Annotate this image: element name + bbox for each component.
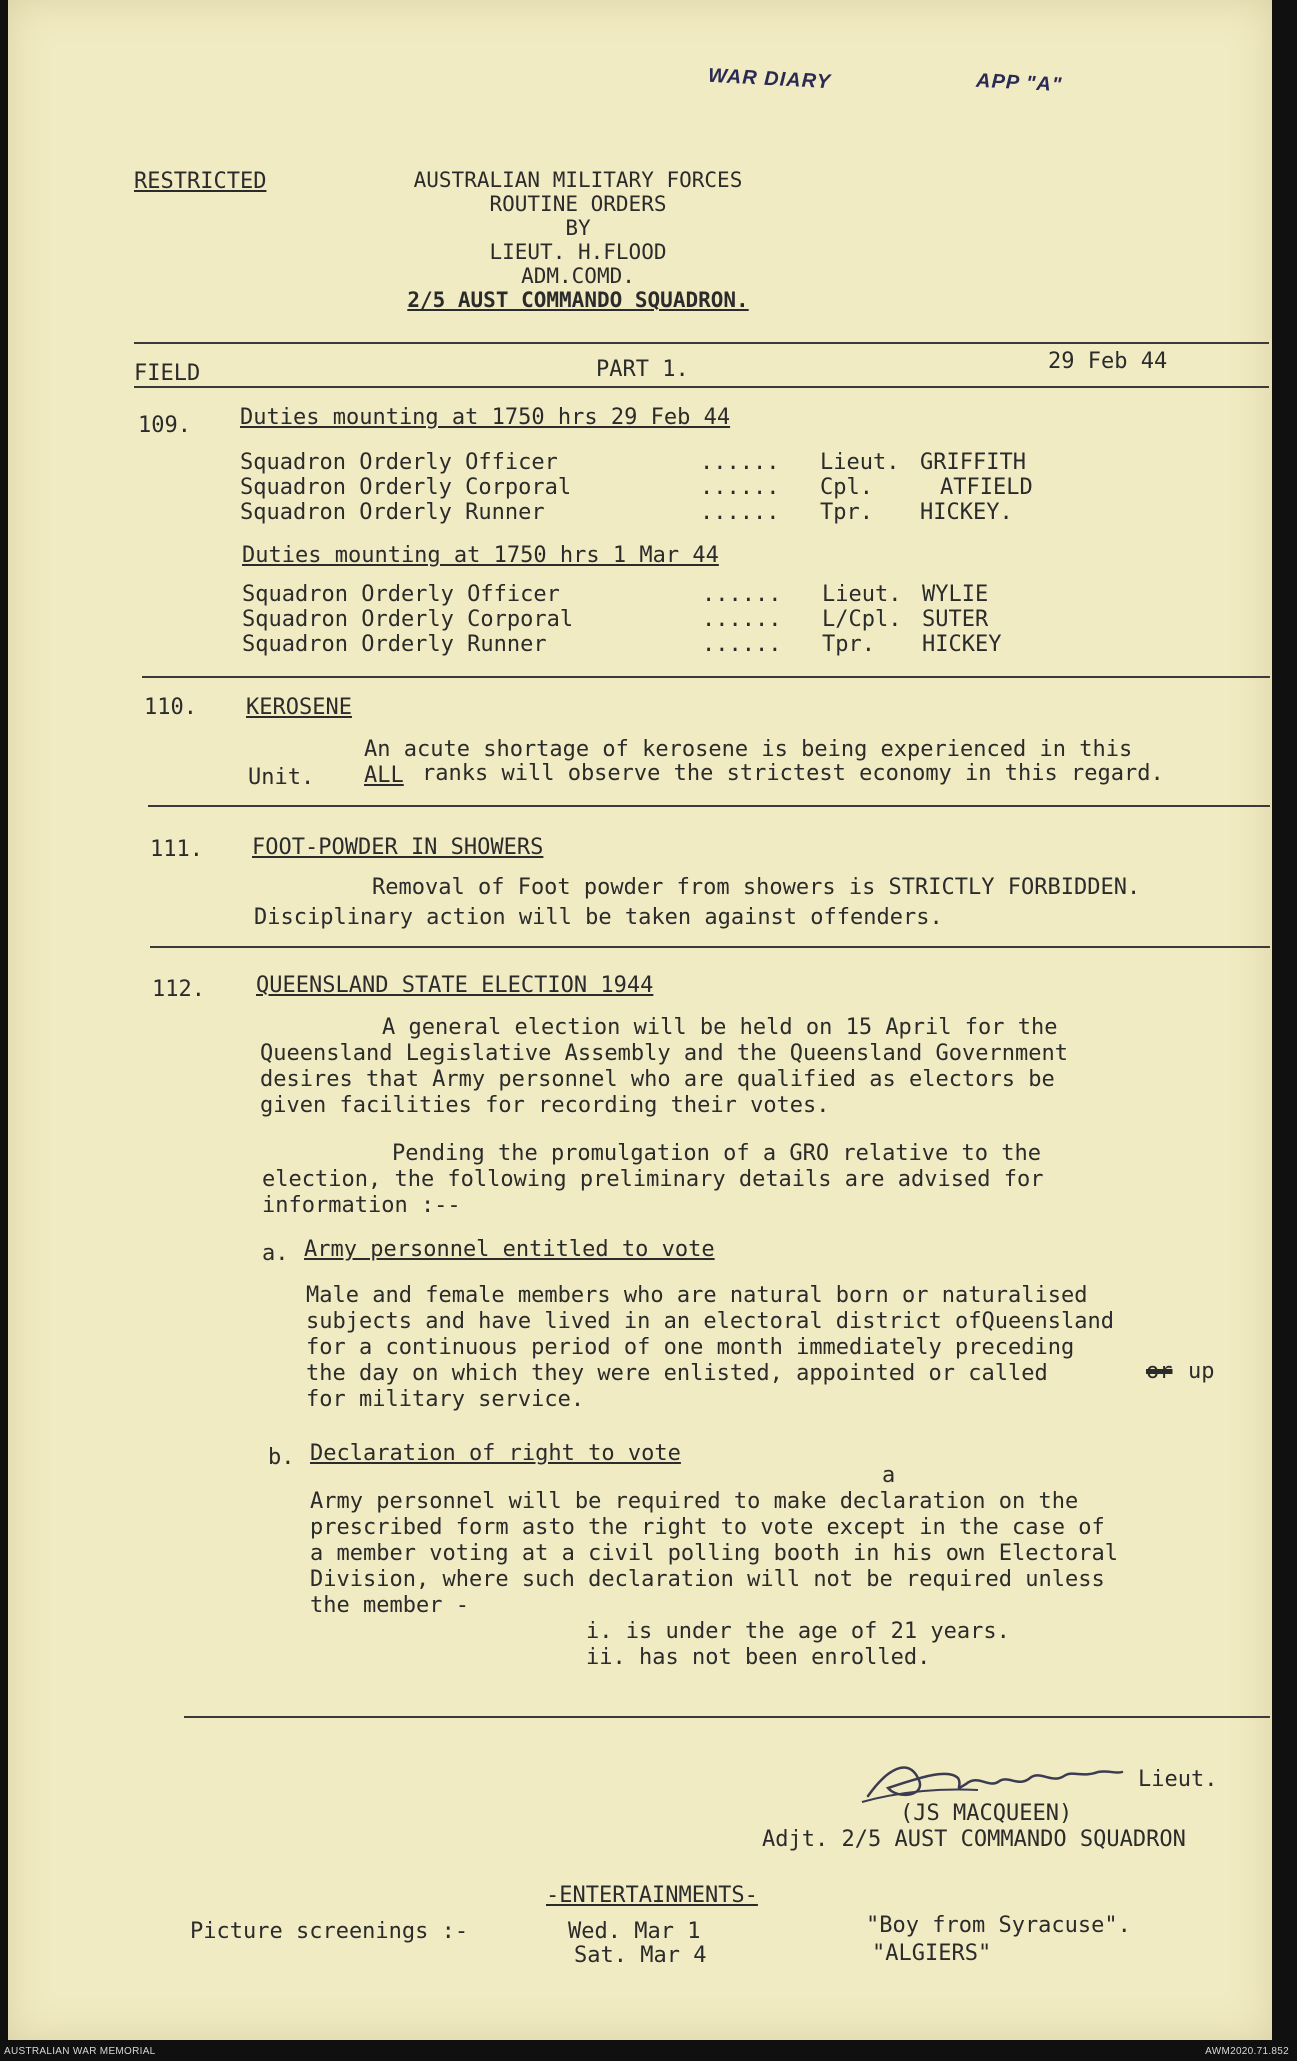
inserted-word: a <box>882 1463 896 1488</box>
location-label: FIELD <box>134 361 201 386</box>
order-text-line: An acute shortage of kerosene is being experienced in this <box>364 737 1133 762</box>
screenings-label: Picture screenings :- <box>190 1919 469 1944</box>
condition-line: ii. has not been enrolled. <box>586 1645 931 1670</box>
screening-date: Sat. Mar 4 <box>574 1943 707 1968</box>
unit-title-line: 2/5 AUST COMMANDO SQUADRON. <box>407 288 749 312</box>
title-line: ADM.COMD. <box>521 264 635 288</box>
emphasis-word: ALL <box>364 763 404 788</box>
paragraph-line: for military service. <box>306 1387 585 1412</box>
paragraph-line: information :-- <box>262 1193 461 1218</box>
footer-left-label: AUSTRALIAN WAR MEMORIAL <box>4 2046 156 2057</box>
title-line: ROUTINE ORDERS <box>489 192 667 216</box>
title-line: AUSTRALIAN MILITARY FORCES <box>413 168 743 192</box>
order-heading: FOOT-POWDER IN SHOWERS <box>252 835 544 860</box>
war-diary-note: WAR DIARY <box>707 64 832 94</box>
entertainments-heading: -ENTERTAINMENTS- <box>546 1883 758 1908</box>
paragraph-line: Pending the promulgation of a GRO relative to the <box>392 1141 1042 1166</box>
paragraph-line: Army personnel will be required to make declaration on the <box>310 1489 1079 1514</box>
duty-role: Squadron Orderly Officer <box>240 450 558 475</box>
duty-name: HICKEY. <box>920 500 1013 525</box>
title-line: LIEUT. H.FLOOD <box>489 240 667 264</box>
leader-dots: ...... <box>700 475 780 500</box>
signatory-appointment: Adjt. 2/5 AUST COMMANDO SQUADRON <box>762 1827 1186 1852</box>
order-number: 109. <box>138 413 191 438</box>
paragraph-line: Division, where such declaration will not be required unless <box>310 1567 1105 1592</box>
paragraph-line: for a continuous period of one month immediately preceding <box>306 1335 1075 1360</box>
sub-label: a. <box>262 1241 289 1266</box>
order-text-line: Disciplinary action will be taken against offenders. <box>254 905 943 930</box>
divider <box>184 1716 1270 1718</box>
duty-rank: Lieut. <box>820 450 900 475</box>
struck-word: or <box>1146 1359 1173 1384</box>
divider <box>134 342 1269 344</box>
leader-dots: ...... <box>700 500 780 525</box>
order-text-line: Unit. <box>248 765 315 790</box>
divider <box>142 676 1270 678</box>
screening-film: "ALGIERS" <box>872 1941 992 1966</box>
sub-label: b. <box>268 1445 295 1470</box>
classification-label: RESTRICTED <box>134 169 267 194</box>
paragraph-line: Male and female members who are natural born or naturalised <box>306 1283 1088 1308</box>
appendix-note: APP "A" <box>975 69 1063 97</box>
order-number: 111. <box>150 837 203 862</box>
paragraph-line: A general election will be held on 15 April for the <box>382 1015 1058 1040</box>
duty-role: Squadron Orderly Runner <box>242 632 547 657</box>
order-text-line: ranks will observe the strictest economy in this regard. <box>422 761 1164 786</box>
title-block <box>308 168 848 312</box>
duty-role: Squadron Orderly Officer <box>242 582 560 607</box>
document-page <box>8 0 1272 2040</box>
duty-rank: L/Cpl. <box>822 607 902 632</box>
order-heading: QUEENSLAND STATE ELECTION 1944 <box>256 973 654 998</box>
paragraph-line: up <box>1188 1359 1215 1384</box>
duty-role: Squadron Orderly Corporal <box>242 607 574 632</box>
duty-role: Squadron Orderly Corporal <box>240 475 572 500</box>
condition-line: i. is under the age of 21 years. <box>586 1619 1010 1644</box>
divider <box>150 946 1270 948</box>
duty-rank: Tpr. <box>820 500 873 525</box>
paragraph-line: Queensland Legislative Assembly and the Queensland Government <box>260 1041 1068 1066</box>
divider <box>134 386 1269 388</box>
duty-name: GRIFFITH <box>920 450 1026 475</box>
duty-name: WYLIE <box>922 582 989 607</box>
order-number: 110. <box>144 695 197 720</box>
footer-right-label: AWM2020.71.852 <box>1205 2046 1289 2057</box>
order-number: 112. <box>152 977 205 1002</box>
paragraph-line: the member - <box>310 1593 469 1618</box>
paragraph-line: desires that Army personnel who are qualified as electors be <box>260 1067 1055 1092</box>
date-label: 29 Feb 44 <box>1048 349 1168 374</box>
signatory-name: (JS MACQUEEN) <box>900 1801 1073 1826</box>
handwritten-signature <box>858 1748 1128 1808</box>
leader-dots: ...... <box>700 450 780 475</box>
duty-heading: Duties mounting at 1750 hrs 1 Mar 44 <box>242 543 719 568</box>
title-line: BY <box>565 216 591 240</box>
sub-heading: Army personnel entitled to vote <box>304 1237 715 1262</box>
duty-name: ATFIELD <box>940 475 1033 500</box>
paragraph-line: given facilities for recording their votes. <box>260 1093 830 1118</box>
duty-heading: Duties mounting at 1750 hrs 29 Feb 44 <box>240 405 731 430</box>
duty-name: HICKEY <box>922 632 1002 657</box>
paragraph-line: the day on which they were enlisted, appointed or called <box>306 1361 1048 1386</box>
paragraph-line: election, the following preliminary details are advised for <box>262 1167 1044 1192</box>
leader-dots: ...... <box>702 582 782 607</box>
screening-film: "Boy from Syracuse". <box>866 1913 1131 1938</box>
duty-name: SUTER <box>922 607 989 632</box>
signatory-rank: Lieut. <box>1138 1767 1218 1792</box>
duty-rank: Lieut. <box>822 582 902 607</box>
divider <box>148 805 1270 807</box>
paragraph-line: prescribed form asto the right to vote except in the case of <box>310 1515 1105 1540</box>
order-text-line: Removal of Foot powder from showers is STRICTLY FORBIDDEN. <box>372 875 1141 900</box>
leader-dots: ...... <box>702 632 782 657</box>
screening-date: Wed. Mar 1 <box>568 1919 701 1944</box>
duty-rank: Tpr. <box>822 632 875 657</box>
paragraph-line: subjects and have lived in an electoral district ofQueensland <box>306 1309 1114 1334</box>
sub-heading: Declaration of right to vote <box>310 1441 681 1466</box>
order-heading: KEROSENE <box>246 695 352 720</box>
duty-rank: Cpl. <box>820 475 873 500</box>
paragraph-line: a member voting at a civil polling booth in his own Electoral <box>310 1541 1118 1566</box>
duty-role: Squadron Orderly Runner <box>240 500 545 525</box>
part-label: PART 1. <box>596 357 689 382</box>
leader-dots: ...... <box>702 607 782 632</box>
